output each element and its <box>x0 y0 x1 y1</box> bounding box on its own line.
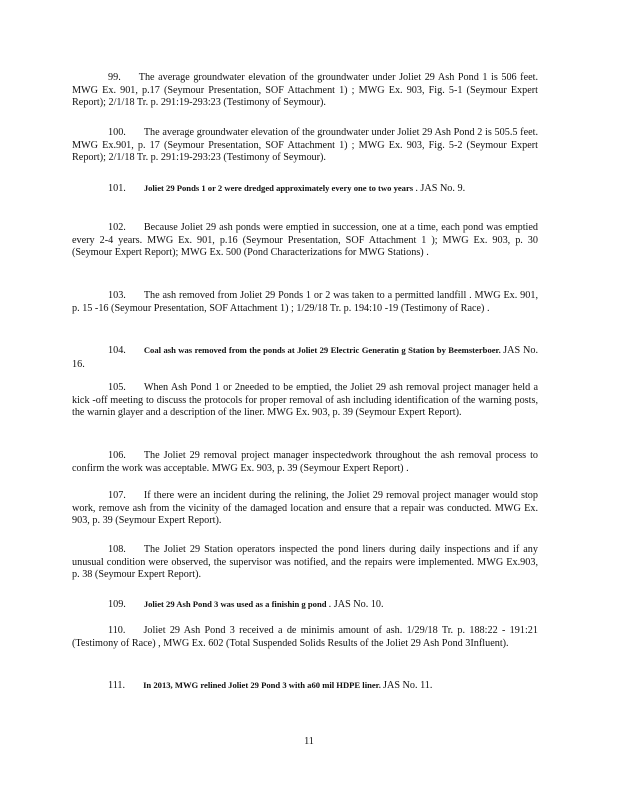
paragraph-text: Joliet 29 Ash Pond 3 received a de minimis amount of ash. 1/29/18 Tr. p. 188:22 - 191:21 (Testimony of Race) , MWG Ex. 602 (Total Suspended Solids Results of the Joliet 29 Ash Pond 3Influent). <box>72 625 538 649</box>
paragraph-number: 103. <box>108 290 126 301</box>
paragraph-text: The average groundwater elevation of the groundwater under Joliet 29 Ash Pond 1 is 506 feet. MWG Ex. 901, p.17 (Seymour Presentation, SOF Attachment 1) ; MWG Ex. 903, Fig. 5-1 (Seymour Expert Report); 2/1/18 Tr. p. 291:19-293:23 (Testimony of Seymour). <box>72 72 538 108</box>
paragraph-text: The average groundwater elevation of the groundwater under Joliet 29 Ash Pond 2 is 505.5 feet. MWG Ex.901, p. 17 (Seymour Presentation, SOF Attachment 1) ; MWG Ex. 903, Fig. 5-2 (Seymour Expert Report); 2/1/18 Tr. p. 291:19-293:23 (Testimony of Seymour). <box>72 127 538 163</box>
paragraph-text: In 2013, MWG relined Joliet 29 Pond 3 with a60 mil HDPE liner. <box>143 680 381 690</box>
paragraph-102 <box>72 222 538 260</box>
paragraph-109 <box>72 598 538 612</box>
paragraph-105 <box>72 382 538 420</box>
paragraph-text: When Ash Pond 1 or 2needed to be emptied, the Joliet 29 ash removal project manager held a kick -off meeting to discuss the protocols for proper removal of ash including identification of the warning posts, the warnin glayer and a description of the liner. MWG Ex. 903, p. 39 (Seymour Expert Report). <box>72 382 538 418</box>
paragraph-text: The Joliet 29 removal project manager inspectedwork throughout the ash removal process to confirm the work was acceptable. MWG Ex. 903, p. 39 (Seymour Expert Report) . <box>72 450 538 474</box>
paragraph-text: Because Joliet 29 ash ponds were emptied in succession, one at a time, each pond was emptied every 2-4 years. MWG Ex. 901, p.16 (Seymour Presentation, SOF Attachment 1 ); MWG Ex. 903, p. 30 (Seymour Expert Report); MWG Ex. 500 (Pond Characterizations for MWG Stations) . <box>72 222 538 258</box>
paragraph-text: The ash removed from Joliet 29 Ponds 1 or 2 was taken to a permitted landfill . MWG Ex. 901, p. 15 -16 (Seymour Presentation, SOF Attachment 1) ; 1/29/18 Tr. p. 194:10 -19 (Testimony of Race) . <box>72 290 538 314</box>
paragraph-number: 107. <box>108 490 126 501</box>
paragraph-number: 100. <box>108 127 126 138</box>
paragraph-text: Joliet 29 Ponds 1 or 2 were dredged approximately every one to two years <box>143 183 414 193</box>
paragraph-citation: JAS No. 11. <box>383 680 433 691</box>
paragraph-text: Joliet 29 Ash Pond 3 was used as a finishin g pond <box>143 599 327 609</box>
paragraph-number: 104. <box>108 345 126 356</box>
paragraph-citation: . JAS No. 10. <box>328 599 384 610</box>
paragraph-111 <box>72 679 538 693</box>
paragraph-text: Coal ash was removed from the ponds at Joliet 29 Electric Generatin g Station by Beemsterboer. <box>143 345 501 355</box>
paragraph-99 <box>72 72 538 110</box>
paragraph-number: 101. <box>108 183 126 194</box>
paragraph-110 <box>72 625 538 650</box>
paragraph-101 <box>72 182 538 196</box>
paragraph-number: 111. <box>108 680 126 691</box>
paragraph-103 <box>72 290 538 315</box>
paragraph-number: 106. <box>108 450 126 461</box>
paragraph-number: 99. <box>108 72 121 83</box>
page-number: 11 <box>304 736 314 747</box>
paragraph-108 <box>72 544 538 582</box>
paragraph-number: 108. <box>108 544 126 555</box>
paragraph-text: If there were an incident during the relining, the Joliet 29 removal project manager would stop work, remove ash from the vicinity of the damaged location and ensure that a repair was conducted. MWG Ex. 903, p. 39 (Seymour Expert Report). <box>72 490 538 526</box>
paragraph-number: 109. <box>108 599 126 610</box>
paragraph-107 <box>72 490 538 528</box>
paragraph-104 <box>72 344 538 371</box>
paragraph-citation: . JAS No. 9. <box>415 183 466 194</box>
paragraph-number: 102. <box>108 222 126 233</box>
paragraph-100 <box>72 127 538 165</box>
paragraph-citation: JAS No. 16. <box>72 345 538 370</box>
paragraph-106 <box>72 450 538 475</box>
paragraph-number: 110. <box>108 625 126 636</box>
paragraph-text: The Joliet 29 Station operators inspected the pond liners during daily inspections and if any unusual condition were observed, the supervisor was notified, and the repairs were implemented. MWG Ex.903, p. 38 (Seymour Expert Report). <box>72 544 538 580</box>
paragraph-number: 105. <box>108 382 126 393</box>
